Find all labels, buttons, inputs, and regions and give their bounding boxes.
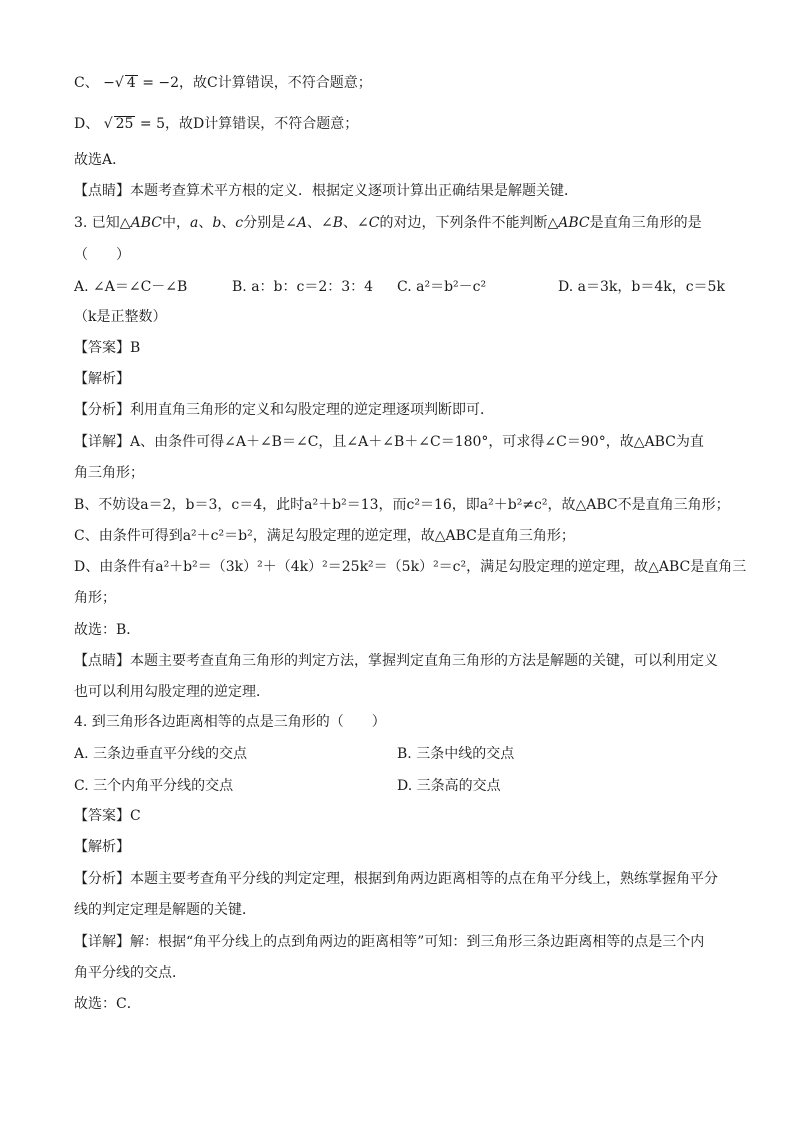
fenxi-tag: 【分析】	[74, 402, 130, 418]
dianjing-tag: 【点睛】	[74, 183, 130, 199]
q3-answer	[74, 338, 140, 358]
q3-option-c: C. a²＝b²－c²	[397, 279, 487, 295]
xiangjie-tag: 【详解】	[74, 934, 130, 950]
sqrt-icon: √	[103, 116, 113, 132]
stem-var: A	[296, 215, 307, 231]
q3-option-d: D. a＝3k，b＝4k，c＝5k	[558, 279, 725, 295]
dianjing-text: 本题主要考查直角三角形的判定方法，掌握判定直角三角形的方法是解题的关键，可以利用定义	[130, 653, 718, 669]
stem-part: 、	[221, 215, 236, 231]
q3-option-b: B. a：b：c＝2：3：4	[232, 279, 374, 295]
q4-fenxi-1	[74, 869, 718, 889]
fenxi-tag: 【分析】	[74, 871, 130, 887]
q4-xiangjie-2: 角平分线的交点．	[74, 965, 186, 981]
neg-sign: −	[103, 75, 115, 91]
q3-fenxi	[74, 400, 494, 420]
stem-var: b	[212, 215, 222, 231]
q4-choose: 故选：C．	[74, 996, 141, 1012]
dianjing-text: 本题考查算术平方根的定义．根据定义逐项计算出正确结果是解题关键．	[130, 183, 578, 199]
radicand: 4	[126, 75, 136, 91]
q3-stem	[74, 213, 702, 233]
answer-tag: 【答案】	[74, 340, 130, 356]
stem-part: 分别是∠	[243, 215, 297, 231]
q4-answer	[74, 806, 141, 826]
q3-option-a: A. ∠A＝∠C－∠B	[74, 279, 188, 295]
stem-part: 是直角三角形的是	[589, 215, 702, 231]
q4-stem: 4. 到三角形各边距离相等的点是三角形的（ ）	[74, 714, 386, 730]
stem-part: 中，	[161, 215, 190, 231]
stem-var: ABC	[558, 215, 590, 231]
q3-choose: 故选：B．	[74, 622, 141, 638]
comment: ，故C计算错误，不符合题意；	[179, 75, 372, 91]
stem-part: 、∠	[306, 215, 333, 231]
q4-option-b: B. 三条中线的交点	[397, 746, 515, 762]
q3-dianjing-2: 也可以利用勾股定理的逆定理．	[74, 684, 270, 700]
xiangjie-tag: 【详解】	[74, 434, 130, 450]
q3-option-d-note: （k是正整数）	[74, 309, 167, 325]
q4-option-d: D. 三条高的交点	[397, 778, 501, 794]
q4-option-c: C. 三个内角平分线的交点	[74, 778, 234, 794]
stem-var: B	[332, 215, 344, 231]
stem-part: 、	[198, 215, 213, 231]
prev-choose: 故选A．	[74, 152, 127, 168]
q3-paren: （ ）	[74, 247, 130, 263]
q4-fenxi-2: 线的判定定理是解题的关键．	[74, 902, 256, 918]
xiangjie-text: 解：根据“角平分线上的点到角两边的距离相等”可知：到三角形三条边距离相等的点是三个内	[130, 934, 705, 950]
q4-jiexi-tag: 【解析】	[74, 839, 130, 855]
q3-xiangjie-a1	[74, 432, 704, 452]
answer-value: B	[130, 340, 141, 356]
q3-xiangjie-d1: D、由条件有a²＋b²＝（3k）²＋（4k）²＝25k²＝（5k）²＝c²，满足勾股定理的逆定理，故△ABC是直角三	[74, 559, 747, 575]
option-label: D、	[74, 116, 100, 132]
q3-jiexi-tag: 【解析】	[74, 371, 130, 387]
q4-option-a: A. 三条边垂直平分线的交点	[74, 746, 248, 762]
stem-part: 3. 已知△	[74, 215, 131, 231]
q3-xiangjie-a2: 角三角形；	[74, 465, 144, 481]
stem-var: C	[368, 215, 380, 231]
prev-dianjing	[74, 181, 578, 201]
prev-option-d-line	[74, 114, 358, 134]
option-label: C、	[74, 75, 99, 91]
stem-var: c	[235, 215, 244, 231]
fenxi-text: 本题主要考查角平分线的判定定理，根据到角两边距离相等的点在角平分线上，熟练掌握角平分	[130, 871, 718, 887]
q3-xiangjie-d2: 角形；	[74, 590, 116, 606]
comment: ，故D计算错误，不符合题意；	[164, 116, 359, 132]
xiangjie-text: A、由条件可得∠A＋∠B＝∠C，且∠A＋∠B＋∠C＝180°，可求得∠C＝90°，故△ABC为直	[130, 434, 704, 450]
sqrt-icon: √	[114, 75, 124, 91]
stem-part: 的对边，下列条件不能判断△	[379, 215, 559, 231]
expr-rhs: = 5	[139, 116, 165, 132]
radicand: 25	[115, 116, 134, 132]
q4-xiangjie-1	[74, 932, 704, 952]
stem-part: 、∠	[343, 215, 369, 231]
stem-var: ABC	[130, 215, 162, 231]
q3-dianjing-1	[74, 651, 718, 671]
answer-value: C	[130, 808, 141, 824]
prev-option-c-line	[74, 73, 372, 93]
expr-rhs: = −2	[142, 75, 180, 91]
fenxi-text: 利用直角三角形的定义和勾股定理的逆定理逐项判断即可．	[130, 402, 494, 418]
answer-tag: 【答案】	[74, 808, 130, 824]
stem-var: a	[189, 215, 199, 231]
q3-xiangjie-b: B、不妨设a＝2，b＝3，c＝4，此时a²＋b²＝13，而c²＝16，即a²＋b²≠c²，故△ABC不是直角三角形；	[74, 497, 730, 513]
q3-xiangjie-c: C、由条件可得到a²＋c²＝b²，满足勾股定理的逆定理，故△ABC是直角三角形；	[74, 528, 575, 544]
dianjing-tag: 【点睛】	[74, 653, 130, 669]
